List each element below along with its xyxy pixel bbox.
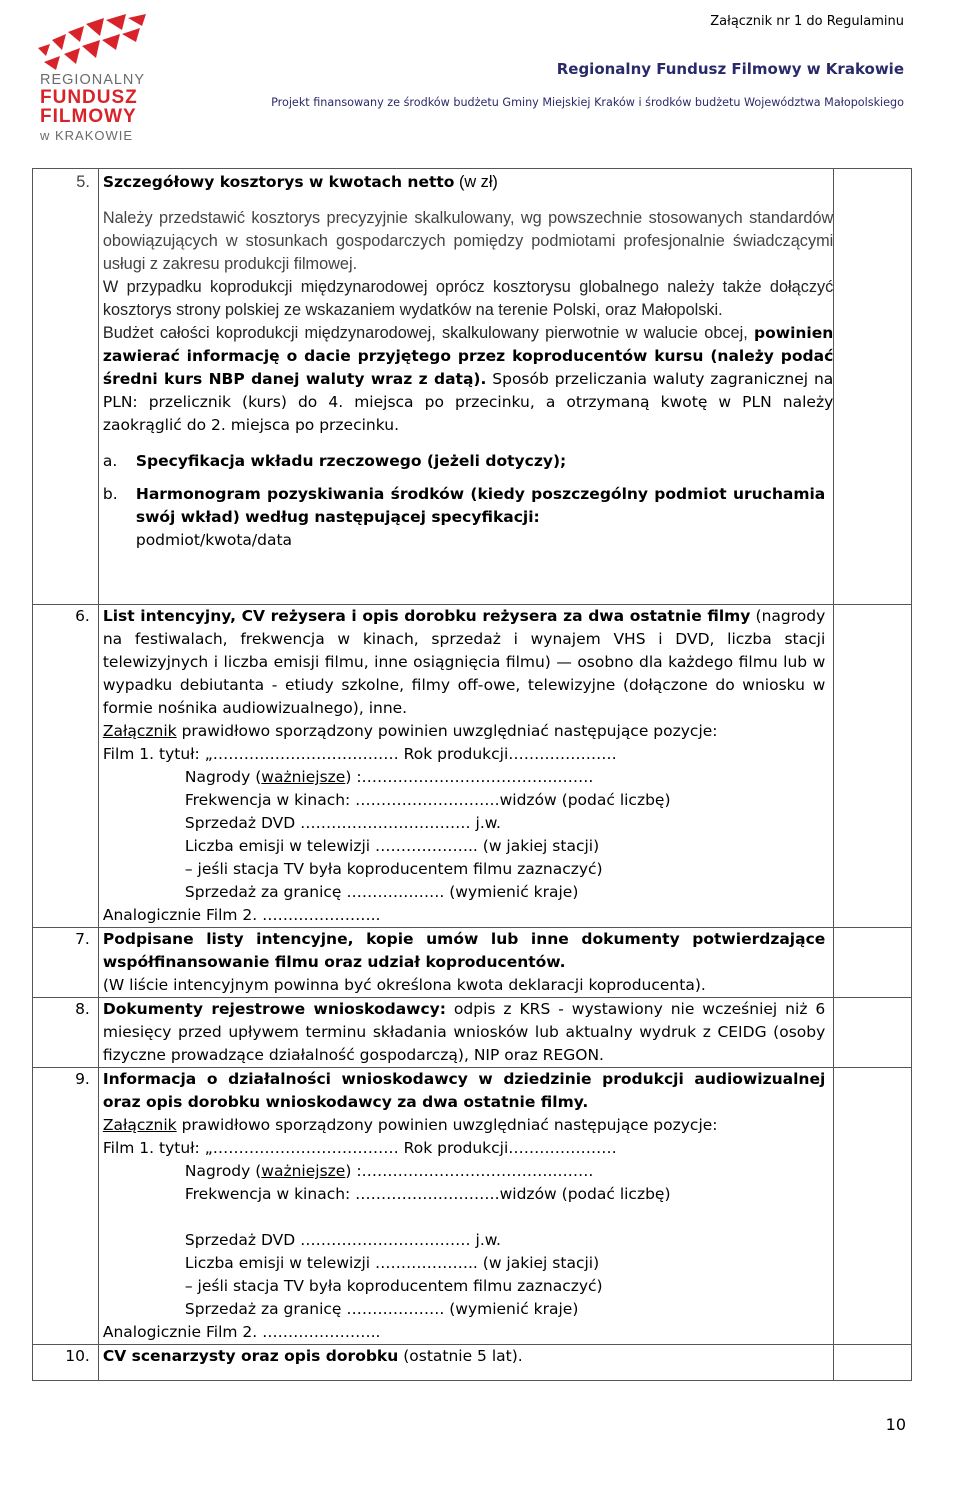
awards-line: [103, 1160, 825, 1183]
awards-text: ) :………………………………..…….: [345, 768, 594, 786]
item-number: 10.: [33, 1345, 99, 1381]
organization-name: Regionalny Fundusz Filmowy w Krakowie: [556, 60, 904, 78]
table-row: [33, 928, 912, 998]
item-content: [98, 928, 833, 998]
logo-line-4: w KRAKOWIE: [40, 128, 134, 143]
paragraph: [103, 322, 833, 437]
item-number: 9.: [33, 1068, 99, 1345]
item-content: [98, 1068, 833, 1345]
section-title: Dokumenty rejestrowe wnioskodawcy:: [102, 1000, 446, 1018]
paragraph: Należy przedstawić kosztorys precyzyjnie skalkulowany, wg powszechnie stosowanych standardów obowiązujących w stosunkach gospodarczych pomiędzy podmiotami profesjonalnie świadczącymi usługi z zakresu produkcji filmowej.: [102, 209, 834, 273]
item-number-text: 5.: [76, 173, 90, 191]
section-description: (nagrody na festiwalach, frekwencja w kinach, sprzedaż i wynajem VHS i DVD, liczba stacji telewizyjnych i liczba emisji filmu, inne osiągnięcia filmu) — osobno dla każdego filmu lub w wypadku debiutanta - etiudy szkolne, filmy off-owe, telewizyjne (dołączone do wniosku w formie nośnika audiowizualnego), inne.: [102, 607, 826, 717]
attachment-label: Załącznik nr 1 do Regulaminu: [710, 14, 904, 29]
table-row: [33, 1068, 912, 1345]
subitem-text: Harmonogram pozyskiwania środków (kiedy poszczególny podmiot uruchamia swój wkład) według następującej specyfikacji:: [135, 485, 826, 526]
paragraph-part: Budżet całości koprodukcji międzynarodowej, skalkulowany pierwotnie w walucie obcej,: [102, 324, 754, 342]
paragraph: [103, 998, 825, 1067]
attachment-line: [103, 1114, 825, 1137]
awards-text: ) :………………………………..…….: [345, 1162, 594, 1180]
logo-triangles-icon: [34, 14, 150, 70]
film1-line: Film 1. tytuł: „……………………………… Rok produkcji…………………: [102, 745, 617, 763]
section-note: (W liście intencyjnym powinna być określona kwota deklaracji koproducenta).: [102, 976, 706, 994]
section-text: odpis z KRS - wystawiony nie wcześniej niż 6 miesięcy przed upływem terminu składania wniosków lub aktualny wydruk z CEIDG (osoby fizyczne prowadzące działalność gospodarczą), NIP oraz REGON.: [102, 1000, 826, 1064]
attendance-line: Frekwencja w kinach: ……………………….widzów (podać liczbę): [184, 791, 671, 809]
paragraph-part: Sposób przeliczania waluty zagranicznej na PLN: przelicznik (kurs) do 4. miejsca po przecinku, a otrzymaną kwotę w PLN należy zaokrąglić do 2. miejsca po przecinku.: [102, 370, 834, 434]
dvd-sales-line: Sprzedaż DVD …………………………… j.w.: [184, 814, 501, 832]
blank-cell: [834, 998, 912, 1068]
section-suffix: (ostatnie 5 lat).: [398, 1347, 523, 1365]
tv-broadcasts-line: Liczba emisji w telewizji ……………….. (w jakiej stacji): [184, 837, 600, 855]
awards-text: Nagrody (: [184, 1162, 262, 1180]
blank-cell: [834, 1068, 912, 1345]
item-content: [98, 605, 833, 928]
table-row: [33, 998, 912, 1068]
section-title: List intencyjny, CV reżysera i opis dorobku reżysera za dwa ostatnie filmy: [102, 607, 751, 625]
foreign-sales-line: Sprzedaż za granicę ………………. (wymienić kraje): [184, 1300, 579, 1318]
blank-cell: [834, 1345, 912, 1381]
tv-broadcasts-line: Liczba emisji w telewizji ……………….. (w jakiej stacji): [184, 1254, 600, 1272]
table-row: [33, 605, 912, 928]
item-number: [33, 169, 99, 605]
attachment-word: Załącznik: [102, 1116, 177, 1134]
logo-line-2: FUNDUSZ: [40, 87, 138, 108]
tv-note-line: – jeśli stacja TV była koproducentem filmu zaznaczyć): [184, 1277, 603, 1295]
paragraph: [103, 1345, 833, 1368]
subitem-label: a.: [102, 452, 118, 470]
item-content: [98, 998, 833, 1068]
awards-text: Nagrody (: [184, 768, 262, 786]
logo-line-1: REGIONALNY: [40, 72, 146, 88]
attachment-line: [103, 720, 825, 743]
subitem-note: podmiot/kwota/data: [135, 531, 293, 549]
dvd-sales-line: Sprzedaż DVD …………………………… j.w.: [184, 1231, 501, 1249]
tv-note-line: – jeśli stacja TV była koproducentem filmu zaznaczyć): [184, 860, 603, 878]
item-content: [98, 169, 833, 605]
item-content: [98, 1345, 833, 1381]
fund-logo: [20, 14, 170, 154]
table-row: [33, 1345, 912, 1381]
subitem-label: b.: [102, 485, 118, 503]
logo-line-3: FILMOWY: [40, 106, 137, 127]
project-funding-note: Projekt finansowany ze środków budżetu Gminy Miejskiej Kraków i środków budżetu Województwa Małopolskiego: [271, 96, 904, 109]
subitem-text: Specyfikacja wkładu rzeczowego (jeżeli dotyczy);: [135, 452, 567, 470]
attachment-text: prawidłowo sporządzony powinien uwzględniać następujące pozycje:: [176, 1116, 718, 1134]
attachment-word: Załącznik: [102, 722, 177, 740]
blank-cell: [834, 169, 912, 605]
section-title-bold: Szczegółowy kosztorys w kwotach netto: [102, 173, 455, 191]
section-title-bold: Informacja o działalności wnioskodawcy w dziedzinie produkcji audiowizualnej oraz opis dorobku wnioskodawcy za dwa ostatnie filmy.: [102, 1070, 826, 1111]
attendance-line: Frekwencja w kinach: ……………………….widzów (podać liczbę): [184, 1185, 671, 1203]
film2-line: Analogicznie Film 2. …………………..: [102, 906, 381, 924]
blank-cell: [834, 605, 912, 928]
film2-line: Analogicznie Film 2. …………………..: [102, 1323, 381, 1341]
film1-line: Film 1. tytuł: „……………………………… Rok produkcji…………………: [102, 1139, 617, 1157]
section-title: [103, 1068, 825, 1114]
paragraph: [103, 605, 825, 720]
section-title-bold: Podpisane listy intencyjne, kopie umów lub inne dokumenty potwierdzające współfinansowanie filmu oraz udział koproducentów.: [102, 930, 826, 971]
awards-line: [103, 766, 825, 789]
subitem-b: [103, 483, 833, 552]
table-row: [33, 169, 912, 605]
foreign-sales-line: Sprzedaż za granicę ………………. (wymienić kraje): [184, 883, 579, 901]
attachment-text: prawidłowo sporządzony powinien uwzględniać następujące pozycje:: [176, 722, 718, 740]
awards-underlined: ważniejsze: [261, 1162, 346, 1180]
section-title: [103, 928, 825, 974]
item-number: 8.: [33, 998, 99, 1068]
item-number: 6.: [33, 605, 99, 928]
section-title: CV scenarzysty oraz opis dorobku: [102, 1347, 399, 1365]
section-title: [103, 171, 833, 194]
page-number: 10: [885, 1415, 906, 1434]
awards-underlined: ważniejsze: [261, 768, 346, 786]
blank-cell: [834, 928, 912, 998]
paragraph-bold-part: powinien zawierać informację o dacie przyjętego przez koproducentów kursu (należy podać średni kurs NBP danej waluty wraz z datą).: [102, 324, 834, 388]
requirements-table: [32, 168, 912, 1381]
subitem-a: [103, 450, 833, 473]
section-title-suffix: (w zł): [454, 173, 498, 191]
item-number: 7.: [33, 928, 99, 998]
paragraph: W przypadku koprodukcji międzynarodowej oprócz kosztorysu globalnego należy także dołączyć kosztorys strony polskiej ze wskazaniem wydatków na terenie Polski, oraz Małopolski.: [102, 278, 834, 319]
